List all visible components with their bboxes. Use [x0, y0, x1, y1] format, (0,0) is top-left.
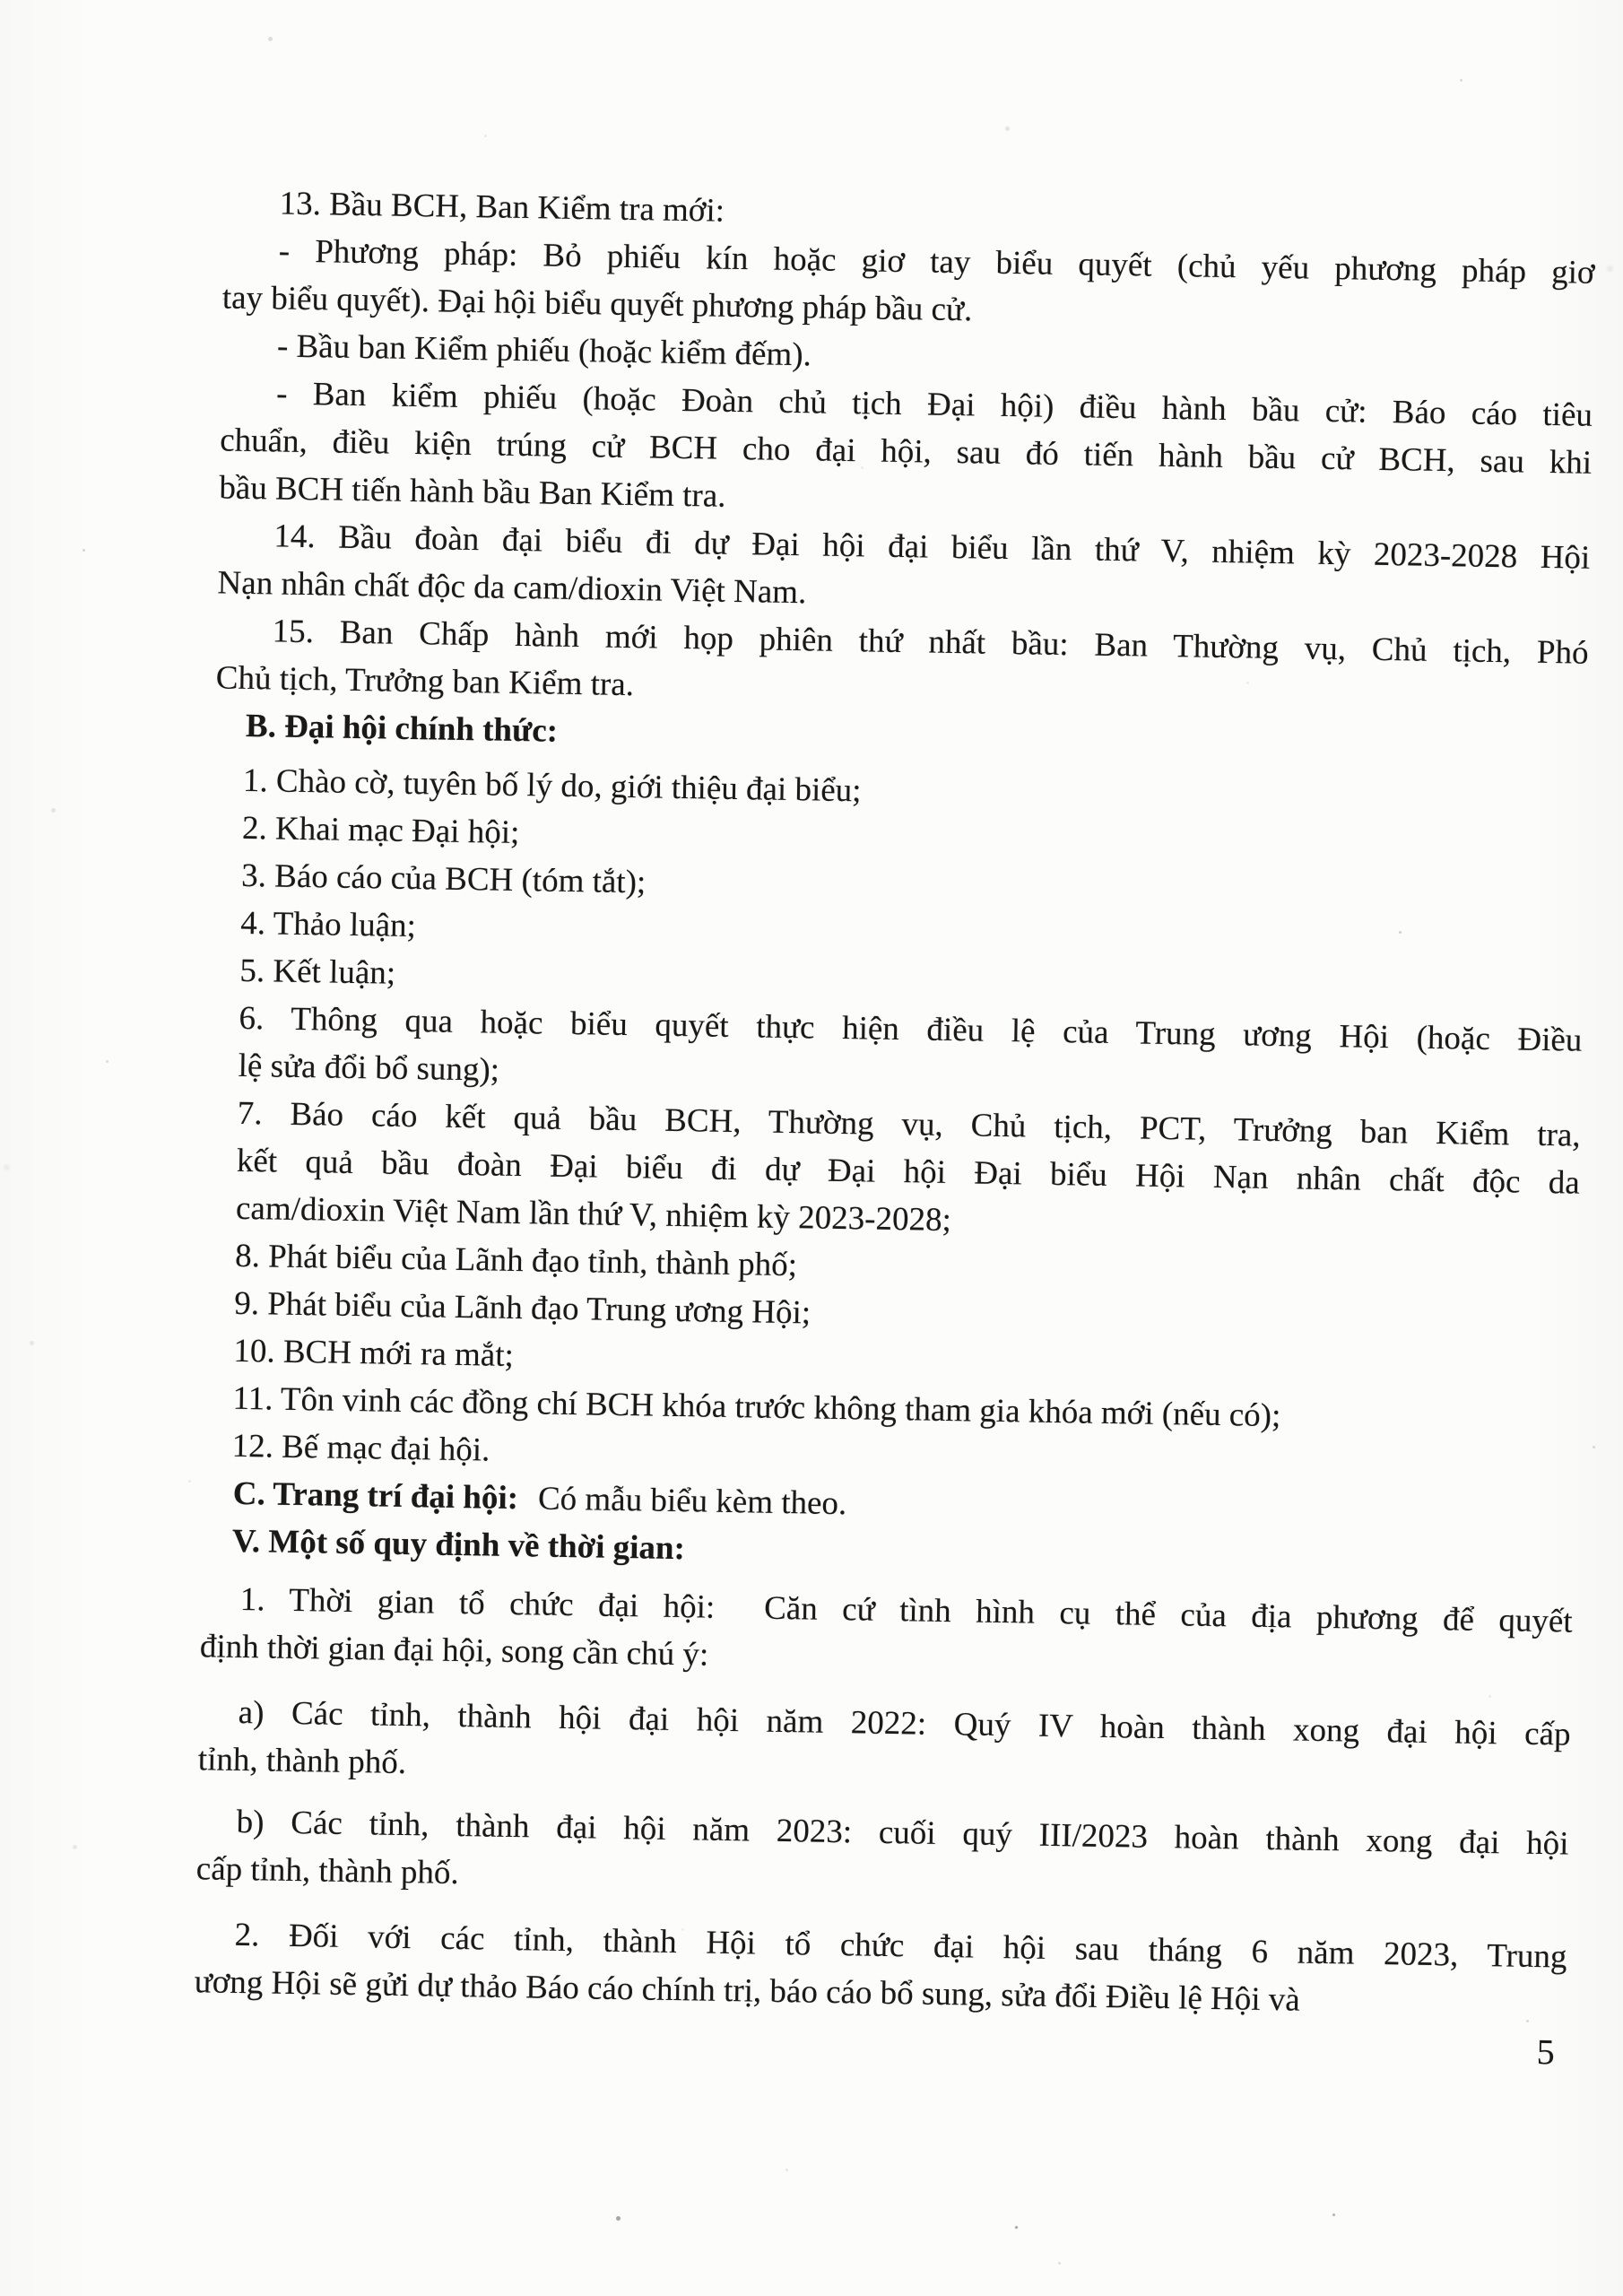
list-item-1: 1. Chào cờ, tuyên bố lý do, giới thiệu đại biểu; — [242, 761, 862, 810]
scan-noise — [0, 0, 3, 3]
section-v-paragraph-1a — [197, 1688, 1571, 1805]
list-item-3: 3. Báo cáo của BCH (tóm tắt); — [240, 857, 647, 901]
list-item-9: 9. Phát biểu của Lãnh đạo Trung ương Hội; — [233, 1284, 812, 1332]
list-item-6-last: lệ sửa đổi bổ sung); — [238, 1047, 500, 1089]
paragraph-13-text: 13. Bầu BCH, Ban Kiểm tra mới: — [279, 185, 725, 230]
section-c-text: Có mẫu biểu kèm theo. — [537, 1480, 847, 1523]
document-content — [191, 178, 1596, 2228]
section-v-paragraph-1 — [200, 1575, 1574, 1692]
section-v-paragraph-1b-last: cấp tỉnh, thành phố. — [195, 1850, 460, 1892]
list-item-11: 11. Tôn vinh các đồng chí BCH khóa trước không tham gia khóa mới (nếu có); — [232, 1379, 1281, 1435]
bullet-ballot-board-body: - Ban kiểm phiếu (hoặc Đoàn chủ tịch Đại hội) điều hành bầu cử: Báo cáo tiêu chuẩn, điều kiện trúng cử BCH cho đại hội, sau đó tiến hành bầu cử BCH, sau khi — [219, 375, 1593, 482]
section-v-paragraph-1b — [195, 1797, 1569, 1915]
list-item-5: 5. Kết luận; — [239, 952, 396, 992]
bullet-ballot-board-last: bầu BCH tiến hành bầu Ban Kiểm tra. — [219, 469, 726, 515]
section-v-paragraph-1-body: 1. Thời gian tổ chức đại hội: Căn cứ tình hình cụ thể của địa phương để quyết — [239, 1580, 1573, 1640]
list-item-10: 10. BCH mới ra mắt; — [233, 1332, 515, 1374]
list-item-6-body: 6. Thông qua hoặc biểu quyết thực hiện điều lệ của Trung ương Hội (hoặc Điều — [239, 999, 1583, 1059]
section-v-paragraph-1a-last: tỉnh, thành phố. — [197, 1741, 407, 1782]
list-item-7-body: 7. Báo cáo kết quả bầu BCH, Thường vụ, Chủ tịch, PCT, Trưởng ban Kiểm tra, kết quả bầu đoàn Đại biểu đi dự Đại hội Đại biểu Hội Nạn nhân chất độc da — [236, 1094, 1581, 1202]
paragraph-15-last: Chủ tịch, Trưởng ban Kiểm tra. — [215, 659, 635, 704]
bullet-ballot-board — [219, 369, 1593, 534]
list-item-2: 2. Khai mạc Đại hội; — [241, 809, 520, 852]
section-c-label: C. Trang trí đại hội: — [232, 1474, 519, 1518]
list-item-8: 8. Phát biểu của Lãnh đạo tỉnh, thành phố; — [234, 1237, 798, 1284]
section-v-paragraph-1a-body: a) Các tỉnh, thành hội đại hội năm 2022: Quý IV hoàn thành xong đại hội cấp — [238, 1693, 1571, 1753]
section-v-heading: V. Một số quy định về thời gian: — [231, 1522, 686, 1568]
section-b-heading: B. Đại hội chính thức: — [245, 707, 559, 750]
section-v-paragraph-1-last: định thời gian đại hội, song cần chú ý: — [199, 1628, 709, 1674]
page-number: 5 — [1536, 2031, 1556, 2073]
paragraph-14-last: Nạn nhân chất độc da cam/dioxin Việt Nam. — [217, 564, 807, 612]
list-item-7 — [236, 1090, 1581, 1255]
section-b-list — [231, 757, 1586, 1492]
paragraph-14-body: 14. Bầu đoàn đại biểu đi dự Đại hội đại biểu lần thứ V, nhiệm kỳ 2023-2028 Hội — [273, 517, 1591, 577]
list-item-7-last: cam/dioxin Việt Nam lần thứ V, nhiệm kỳ 2023-2028; — [235, 1189, 952, 1239]
section-v-paragraph-2-last: ương Hội sẽ gửi dự thảo Báo cáo chính trị, báo cáo bổ sung, sửa đổi Điều lệ Hội và — [194, 1963, 1301, 2019]
paragraph-15-body: 15. Ban Chấp hành mới họp phiên thứ nhất bầu: Ban Thường vụ, Chủ tịch, Phó — [272, 613, 1589, 672]
list-item-12: 12. Bế mạc đại hội. — [231, 1427, 490, 1469]
list-item-4: 4. Thảo luận; — [239, 904, 417, 945]
section-v-paragraph-1b-body: b) Các tỉnh, thành đại hội năm 2023: cuối quý III/2023 hoàn thành xong đại hội — [236, 1803, 1569, 1863]
bullet-ballot-committee-text: - Bầu ban Kiểm phiếu (hoặc kiểm đếm). — [276, 327, 812, 374]
bullet-method-last: tay biểu quyết). Đại hội biểu quyết phương pháp bầu cử. — [221, 279, 973, 329]
bullet-method-body: - Phương pháp: Bỏ phiếu kín hoặc giơ tay biểu quyết (chủ yếu phương pháp giơ — [278, 232, 1595, 291]
section-v-paragraph-2-body: 2. Đối với các tỉnh, thành Hội tổ chức đại hội sau tháng 6 năm 2023, Trung — [234, 1916, 1567, 1976]
